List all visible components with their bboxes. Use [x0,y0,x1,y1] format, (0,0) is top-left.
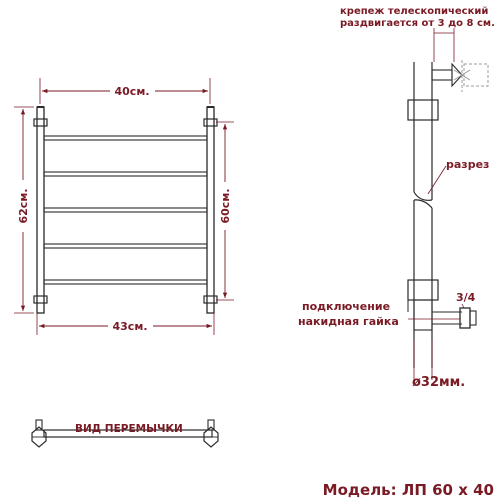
lower-clamp [408,280,438,300]
thread-label: 3/4 [456,291,476,304]
connection-body [414,300,432,330]
crossbar-view-label: ВИД ПЕРЕМЫЧКИ [75,423,183,435]
front-view [14,78,234,335]
right-top-bracket [204,119,217,126]
height-right-label: 60см. [219,188,232,224]
width-top-label: 40см. [114,85,150,98]
right-post [207,107,214,313]
mount-note-line1: крепеж телескопический [340,6,489,17]
rung [44,136,207,140]
pipe-cut-upper [414,192,432,200]
diameter-label: ø32мм. [412,375,466,390]
model-label: Модель: ЛП 60 х 40 [322,481,494,499]
thread-end [470,311,476,325]
cut-leader [428,166,446,194]
telescopic-mount-cone [452,64,462,86]
union-nut [460,308,470,328]
connection-label-line2: накидная гайка [298,315,399,328]
cut-label: разрез [446,158,490,171]
crossbar-view [32,420,218,447]
rung [44,280,207,284]
rung [44,172,207,176]
right-bottom-bracket [204,296,217,303]
rungs [44,136,207,284]
rung [44,244,207,248]
wall-anchor [464,64,488,86]
telescopic-mount-arm [432,70,452,80]
side-view [298,6,495,390]
left-top-bracket [34,119,47,126]
mount-note-line2: раздвигается от 3 до 8 см. [340,18,495,29]
left-post [37,107,44,313]
connection-label-line1: подключение [302,300,391,313]
left-bottom-bracket [34,296,47,303]
pipe-cut-lower [414,200,432,208]
width-bottom-label: 43см. [112,320,148,333]
rung [44,208,207,212]
upper-clamp [408,100,438,120]
height-left-label: 62см. [17,188,30,224]
